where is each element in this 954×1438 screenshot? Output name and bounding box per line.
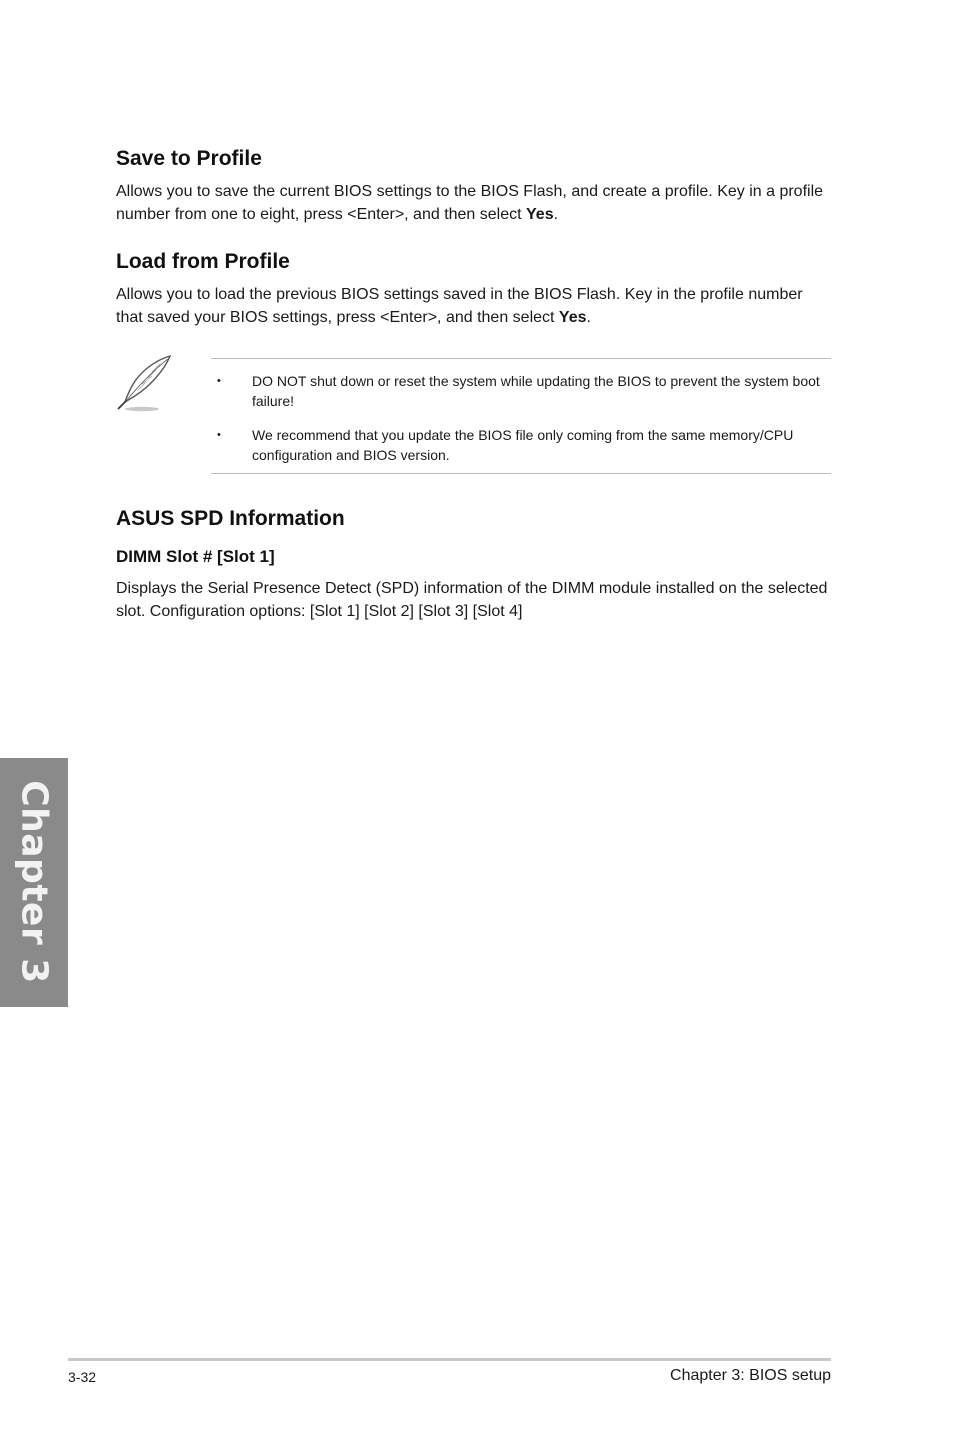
- chapter-side-tab: [0, 758, 68, 1007]
- section-load-from-profile: [116, 250, 832, 329]
- note-text: We recommend that you update the BIOS file only coming from the same memory/CPU configuration and BIOS version.: [252, 427, 794, 463]
- note-text: DO NOT shut down or reset the system while updating the BIOS to prevent the system boot failure!: [252, 373, 820, 409]
- item-heading: DIMM Slot # [Slot 1]: [116, 547, 275, 566]
- section-asus-spd-information: [116, 507, 832, 623]
- section-heading: ASUS SPD Information: [116, 507, 345, 530]
- section-heading: Save to Profile: [116, 147, 262, 170]
- bullet: •: [217, 429, 221, 441]
- section-body: Allows you to save the current BIOS settings to the BIOS Flash, and create a profile. Key in a profile number from one to eight, press <Enter>, and then select Yes.: [116, 183, 824, 223]
- footer-rule: [68, 1358, 831, 1361]
- section-body: Displays the Serial Presence Detect (SPD) information of the DIMM module installed on the selected slot. Configuration options: [Slot 1] [Slot 2] [Slot 3] [Slot 4]: [116, 580, 828, 620]
- note-box: [211, 358, 831, 474]
- feather-pen-icon: [112, 352, 174, 414]
- section-save-to-profile: [116, 147, 832, 226]
- chapter-tab-label: Chapter 3: [13, 780, 55, 984]
- section-heading: Load from Profile: [116, 250, 290, 273]
- page-number: 3-32: [68, 1369, 97, 1385]
- footer-chapter-title: Chapter 3: BIOS setup: [670, 1367, 831, 1384]
- bullet: •: [217, 375, 221, 387]
- section-body: Allows you to load the previous BIOS settings saved in the BIOS Flash. Key in the profile number that saved your BIOS settings, press <Enter>, and then select Yes.: [116, 286, 803, 326]
